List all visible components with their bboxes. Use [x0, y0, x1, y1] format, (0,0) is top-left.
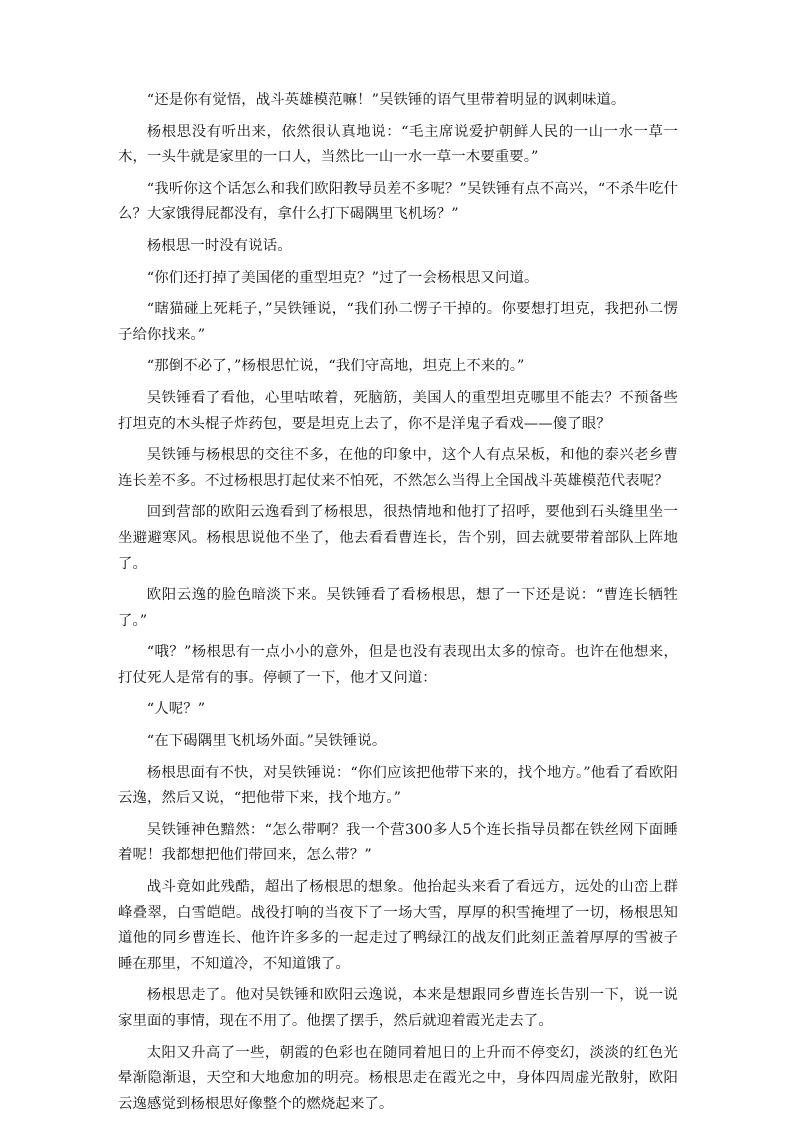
paragraph: “人呢？” — [146, 701, 206, 718]
paragraph: 战斗竟如此残酷，超出了杨根思的想象。他抬起头来看了看远方，远处的山峦上群峰叠翠，白雪皑皑。战役打响的当夜下了一场大雪，厚厚的积雪掩埋了一切，杨根思知道他的同乡曹连长、他许许多多的一起走过了鸭绿江的战友们此刻正盖着厚厚的雪被子睡在那里，不知道冷，不知道饿了。 — [118, 879, 678, 972]
paragraph: 吴铁锤与杨根思的交往不多，在他的印象中，这个人有点呆板，和他的泰兴老乡曹连长差不多。不过杨根思打起仗来不怕死，不然怎么当得上全国战斗英雄模范代表呢？ — [118, 447, 678, 489]
paragraph: “还是你有觉悟，战斗英雄模范嘛！”吴铁锤的语气里带着明显的讽刺味道。 — [146, 92, 626, 108]
paragraph: “我听你这个话怎么和我们欧阳教导员差不多呢？”吴铁锤有点不高兴，“不杀牛吃什么？大家饿得屁都没有，拿什么打下碣隅里飞机场？” — [118, 180, 678, 223]
paragraph: “瞎猫碰上死耗子，”吴铁锤说，“我们孙二愣子干掉的。你要想打坦克，我把孙二愣子给你找来。” — [118, 301, 678, 343]
document-body — [118, 88, 678, 1123]
paragraph: “哦？”杨根思有一点小小的意外，但是也没有表现出太多的惊奇。也许在他想来，打仗死人是常有的事。停顿了一下，他才又问道： — [118, 644, 678, 686]
paragraph: 回到营部的欧阳云逸看到了杨根思，很热情地和他打了招呼，要他到石头缝里坐一坐避避寒风。杨根思说他不坐了，他去看看曹连长，告个别，回去就要带着部队上阵地了。 — [118, 504, 678, 572]
paragraph: 杨根思走了。他对吴铁锤和欧阳云逸说，本来是想跟同乡曹连长告别一下，说一说家里面的事情，现在不用了。他摆了摆手，然后就迎着霞光走去了。 — [118, 987, 678, 1029]
paragraph: 杨根思没有听出来，依然很认真地说：“毛主席说爱护朝鲜人民的一山一水一草一木，一头牛就是家里的一口人，当然比一山一水一草一木要重要。” — [118, 123, 678, 166]
paragraph: 吴铁锤看了看他，心里咕哝着，死脑筋，美国人的重型坦克哪里不能去？不预备些打坦克的木头棍子炸药包，要是坦克上去了，你不是洋鬼子看戏——傻了眼？ — [118, 389, 678, 432]
paragraph: 吴铁锤神色黯然：“怎么带啊？我一个营300多人5个连长指导员都在铁丝网下面睡着呢！我都想把他们带回来，怎么带？” — [118, 821, 678, 864]
paragraph: “那倒不必了，”杨根思忙说，“我们守高地，坦克上不来的。” — [146, 358, 525, 375]
paragraph: 杨根思面有不快，对吴铁锤说：“你们应该把他带下来的，找个地方。”他看了看欧阳云逸，然后又说，“把他带下来，找个地方。” — [118, 764, 678, 807]
paragraph: 太阳又升高了一些，朝霞的色彩也在随同着旭日的上升而不停变幻，淡淡的红色光晕渐隐渐退，天空和大地愈加的明亮。杨根思走在霞光之中，身体四周虚光散射，欧阳云逸感觉到杨根思好像整个的燃烧起来了。 — [118, 1044, 678, 1112]
paragraph: “你们还打掉了美国佬的重型坦克？”过了一会杨根思又问道。 — [146, 269, 539, 286]
paragraph: 欧阳云逸的脸色暗淡下来。吴铁锤看了看杨根思，想了一下还是说：“曹连长牺牲了。” — [118, 587, 678, 629]
paragraph: “在下碣隅里飞机场外面。”吴铁锤说。 — [146, 733, 387, 750]
paragraph: 杨根思一时没有说话。 — [146, 237, 292, 254]
